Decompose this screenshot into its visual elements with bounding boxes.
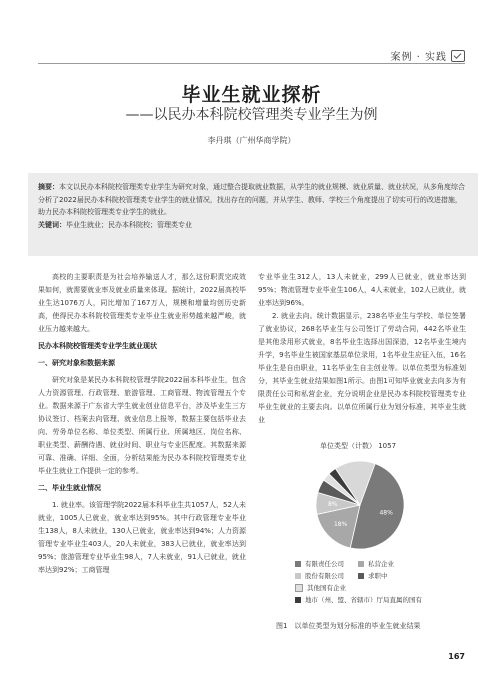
legend-label: 私营企业	[368, 560, 394, 568]
legend-swatch	[295, 573, 301, 579]
legend-item	[358, 571, 388, 580]
legend-label: 求职中	[368, 572, 388, 580]
subsection-heading-2: 二、毕业生就业情况	[38, 484, 101, 492]
abstract-label: 摘要：	[38, 183, 59, 191]
section-label	[390, 48, 465, 63]
legend-swatch	[358, 573, 364, 579]
legend-item	[295, 559, 344, 568]
article-author: 李丹琪（广州华商学院）	[207, 136, 296, 145]
intro-paragraph: 高校的主要职责是为社会培养输送人才，那么这份职责完成效果如何，就需要就业率及就业质量来体现。据统计，2022届高校毕业生达1076万人，同比增加了167万人，规模和增量均创历史新高，使得民办本科院校管理类专业毕业生就业形势越来越严峻，就业压力越来越大。	[38, 273, 246, 333]
legend-label: 股份有限公司	[305, 572, 344, 580]
legend-label: 地市（州、盟、省辖市）厅局直属的国有	[305, 596, 422, 604]
legend-item	[295, 595, 422, 604]
abstract-box	[28, 173, 478, 256]
header-divider	[38, 63, 465, 64]
pie-slice-label: 18%	[333, 521, 348, 529]
article-subtitle: ——以民办本科院校管理类专业学生为例	[125, 107, 378, 123]
section-heading: 民办本科院校管理类专业学生就业现状	[38, 342, 157, 350]
research-paragraph: 研究对象是某民办本科院校管理学院2022届本科毕业生，包含人力资源管理、行政管理、旅游管理、工商管理、物流管理五个专业。数据来源于广东省大学生就业创业信息平台，涉及毕业生三方协议签订、档案去向管理、就业信息上报等，数据主要包括毕业去向、劳务单位名称、单位类型、所属行业、所属地区、岗位名称、职业类型、薪酬待遇、就业时间、职业与专业匹配度。其数据来源可靠、准确、详细、全面，分析结果能为民办本科院校管理类专业毕业生就业工作提供一定的参考。	[38, 376, 246, 475]
pie-slice-label: 48%	[379, 509, 393, 517]
page-number: 167	[448, 652, 465, 661]
subsection-heading-1: 一、研究对象和数据来源	[38, 359, 115, 367]
left-column	[38, 271, 246, 577]
figure-caption: 图1 以单位类型为划分标准的毕业生就业结果	[276, 622, 421, 630]
legend-swatch	[295, 597, 301, 603]
legend-label: 其他国有企业	[307, 584, 346, 592]
chart-title: 单位类型（计数） 1057	[320, 442, 397, 450]
legend-label: 有限责任公司	[305, 560, 344, 568]
legend-item	[295, 571, 344, 580]
employment-rate-paragraph: 1. 就业率。该管理学院2022届本科毕业生共1057人，52人未就业，1005人已就业，就业率达到95%。其中行政管理专业毕业生138人，8人未就业，130人已就业，就业率达到94%；人力资源管理专业毕业生403人，20人未就业，383人已就业，就业率达到95%；旅游管理专业毕业生98人，7人未就业，91人已就业，就业率达到92%；工商管理	[38, 501, 246, 574]
destination-paragraph: 2. 就业去向。统计数据显示，238名毕业生与学校、单位签署了就业协议，268名毕业生与公司签订了劳动合同，442名毕业生是其他录用形式就业，8名毕业生选择出国深造，12名毕业生境内升学，9名毕业生被国家基层单位录用，1名毕业生应征入伍，16名毕业生是自由职业，11名毕业生自主创业等。以单位类型为标准划分，其毕业生就业结果如图1所示。由图1可知毕业就业去向多为有限责任公司和私营企业，充分说明企业是民办本科院校管理类专业毕业生就业的主要去向。以单位所属行业为划分标准，其毕业生就业	[258, 312, 466, 424]
keywords-text: 毕业生就业；民办本科院校；管理类专业	[66, 220, 192, 229]
chart-legend	[295, 559, 470, 607]
legend-swatch	[295, 561, 301, 567]
abstract-text: 本文以民办本科院校管理类专业学生为研究对象，通过整合提取就业数据，从学生的就业规模、就业质量、就业状况，从多角度综合分析了2022届民办本科院校管理类专业学生的就业情况，找出存在的问题，并从学生、教师、学校三个角度提出了切实可行的改进措施，助力民办本科院校管理类专业学生的就业。	[38, 183, 465, 216]
right-column	[258, 271, 466, 427]
continued-paragraph: 专业毕业生312人，13人未就业，299人已就业，就业率达到95%；物流管理专业毕业生106人，4人未就业，102人已就业，就业率达到96%。	[258, 273, 466, 307]
pie-chart	[300, 453, 470, 553]
legend-swatch	[358, 561, 364, 567]
section-name: 案例 · 实践	[390, 52, 447, 63]
pie-slice-label: 8%	[327, 501, 338, 509]
article-title: 毕业生就业探析	[181, 84, 322, 106]
legend-swatch	[295, 584, 303, 592]
keywords-label: 关键词：	[38, 220, 66, 229]
checklist-icon	[451, 50, 465, 62]
legend-item	[358, 559, 394, 568]
legend-item	[295, 583, 346, 592]
